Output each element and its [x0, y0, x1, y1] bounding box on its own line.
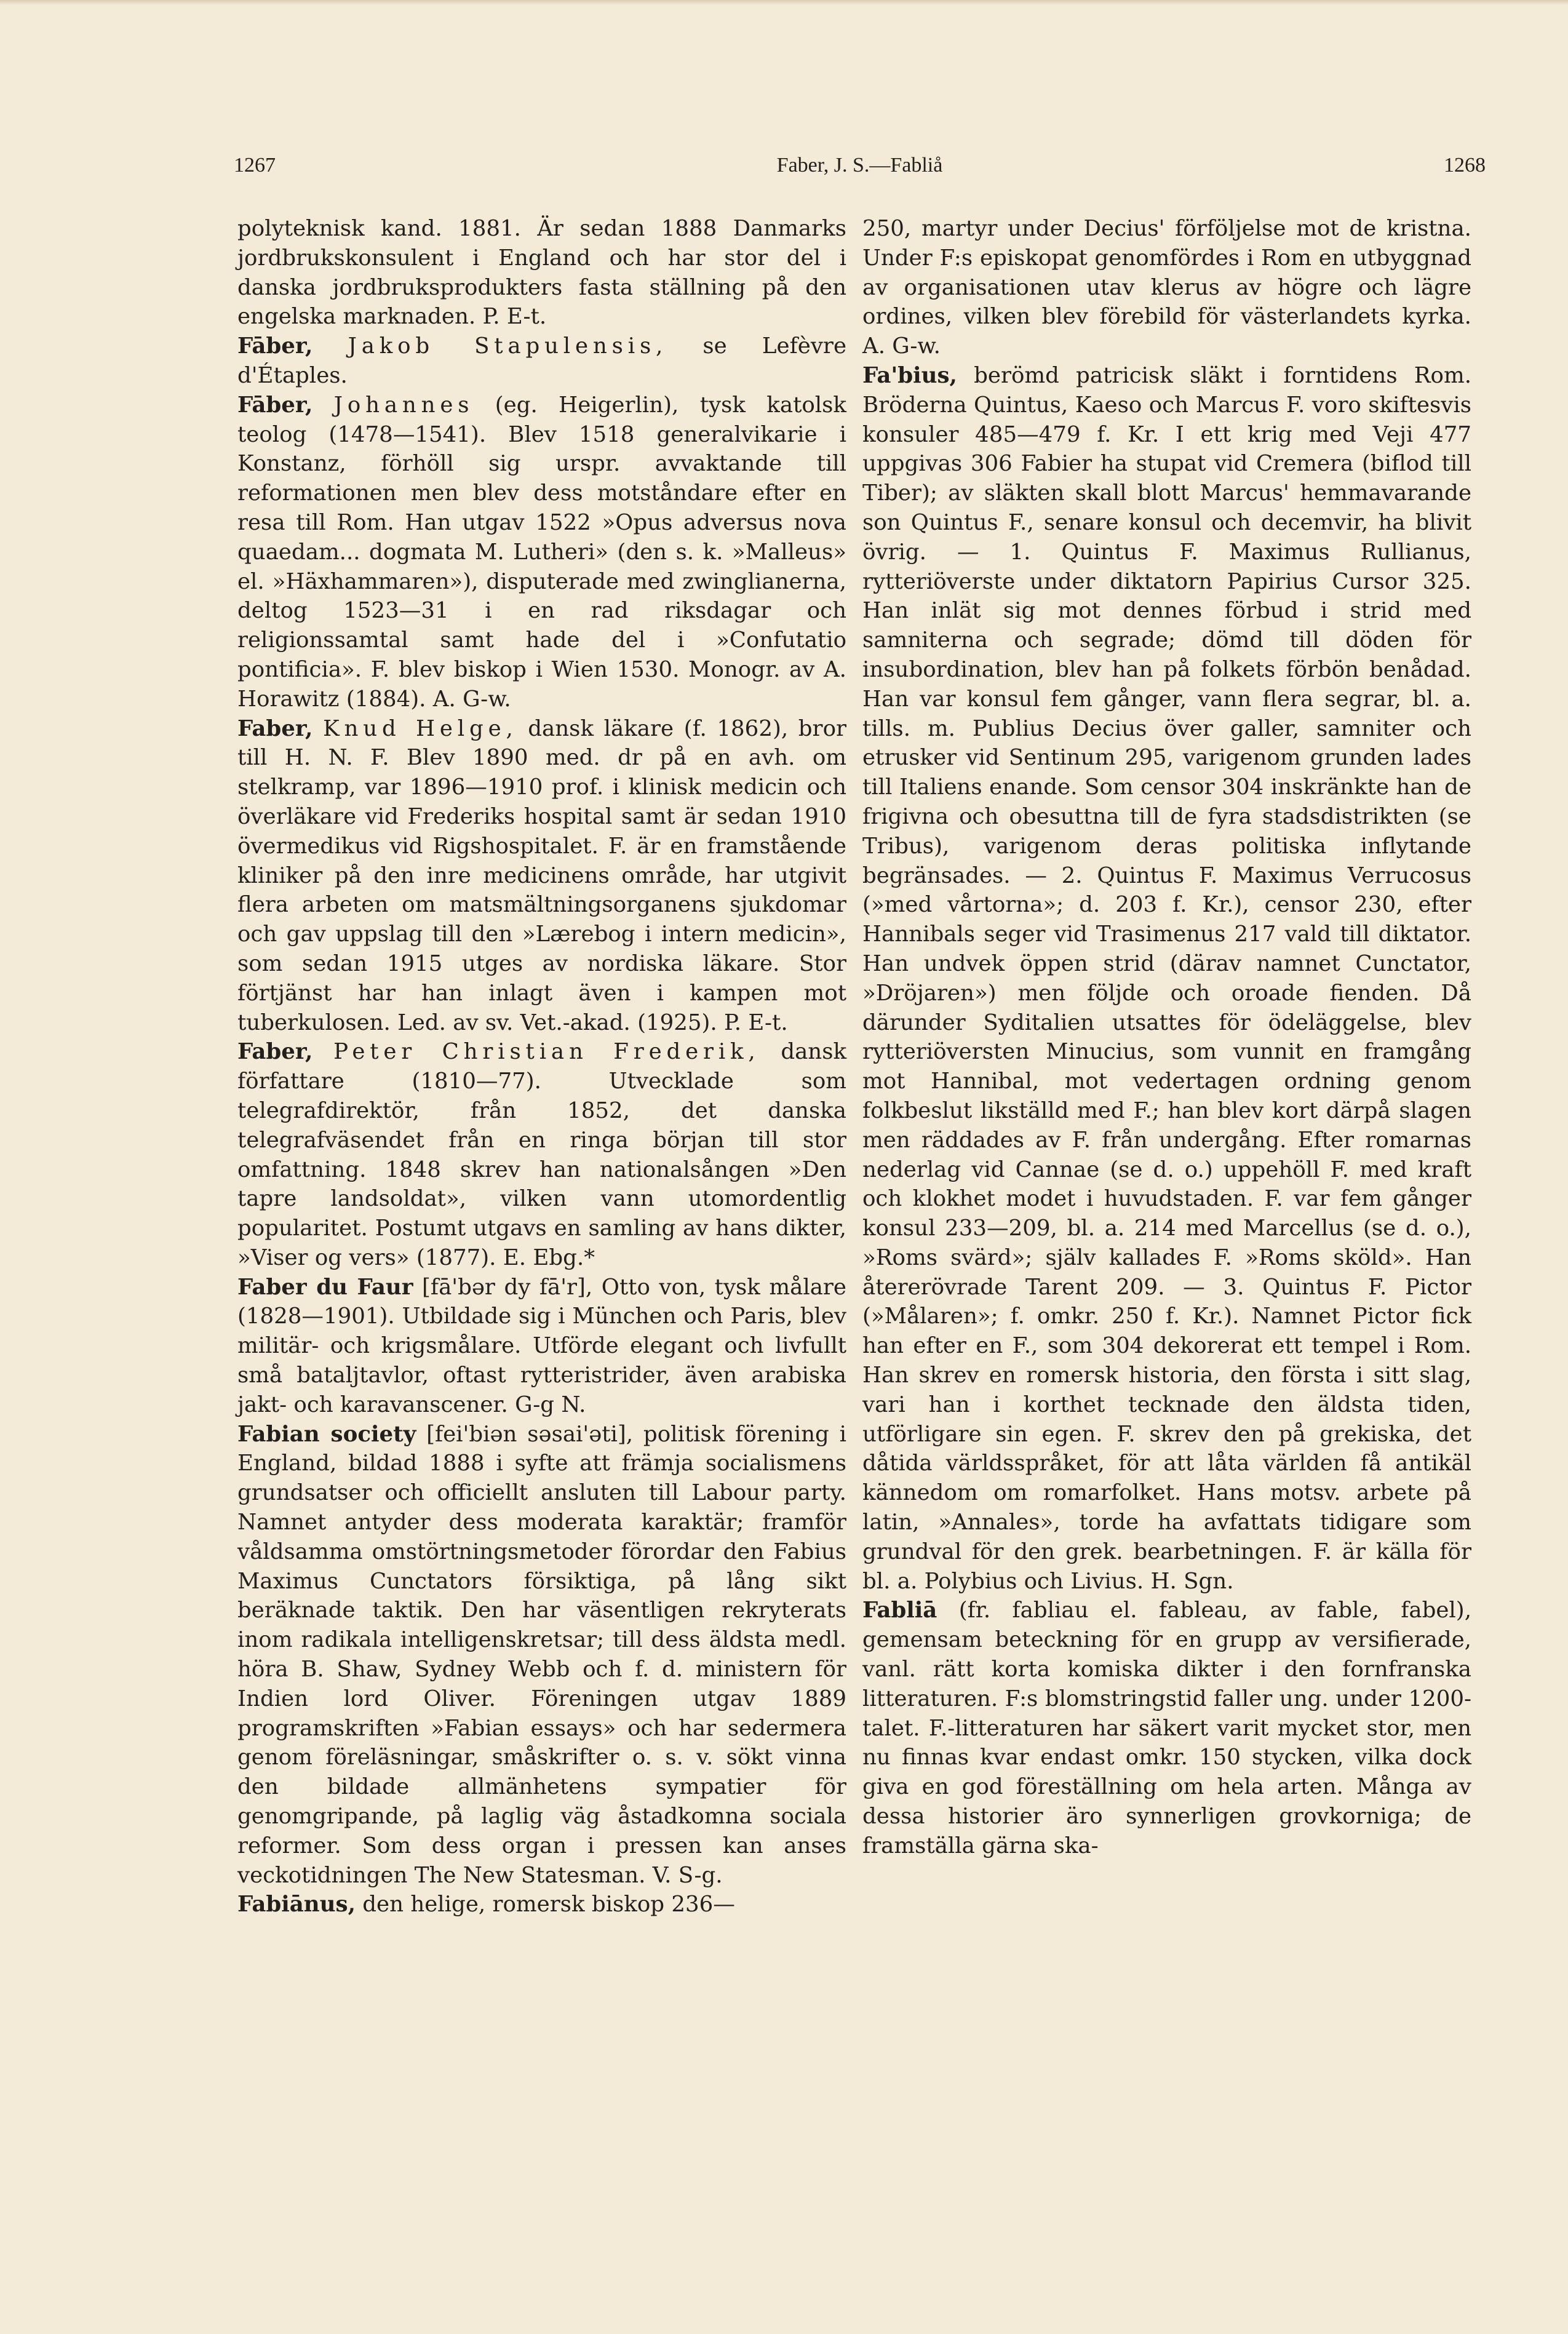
page-number-right: 1268 [1444, 154, 1486, 177]
dictionary-entry [237, 1890, 846, 1919]
left-column [237, 214, 846, 1919]
entry-spaced-name: Johannes [333, 392, 474, 418]
entry-headword: Faber, [237, 715, 313, 741]
entry-text: [fā'bər dy fā'r], Otto von, tysk målare (1828—1901). Utbildade sig i München och Paris, blev militär- och krigsmålare. Utförde elegant och livfullt små bataljtavlor, oftast rytteristrider, även arabiska jakt- och karavanscener. [237, 1274, 846, 1417]
dictionary-entry [237, 214, 846, 332]
entry-text: berömd patricisk släkt i forntidens Rom. Bröderna Quintus, Kaeso och Marcus F. voro skiftesvis konsuler 485—479 f. Kr. I ett krig med Veji 477 uppgivas 306 Fabier ha stupat vid Cremera (biflod till Tiber); av släkten skall blott Marcus' hemmavarande son Quintus F., senare konsul och decemvir, ha blivit övrig. — 1. Quintus F. Maximus Rullianus, rytteriöverste under diktatorn Papirius Cursor 325. Han inlät sig mot dennes förbud i strid med samniterna och segrade; dömd till döden för insubordination, blev han på folkets förbön benådad. Han var konsul fem gånger, vann flera segrar, bl. a. tills. m. Publius Decius över galler, samniter och etrusker vid Sentinum 295, varigenom grunden lades till Italiens enande. Som censor 304 inskränkte han de frigivna och obesuttna till de fyra stadsdistrikten (se Tribus), varigenom deras politiska inflytande begränsades. — 2. Quintus F. Maximus Verrucosus (»med vårtorna»; d. 203 f. Kr.), censor 230, efter Hannibals seger vid Trasimenus 217 vald till diktator. Han undvek öppen strid (därav namnet Cunctator, »Dröjaren») men följde och oroade fienden. Då därunder Syditalien utsattes för ödeläggelse, blev rytteriöversten Minucius, som vunnit en framgång mot Hannibal, mot vedertagen ordning genom folkbeslut likställd med F.; han blev kort därpå slagen men räddades av F. från undergång. Efter romarnas nederlag vid Cannae (se d. o.) uppehöll F. med kraft och klokhet modet i huvudstaden. F. var fem gånger konsul 233—209, bl. a. 214 med Marcellus (se d. o.), »Roms svärd»; själv kallades F. »Roms sköld». Han återerövrade Tarent 209. — 3. Quintus F. Pictor (»Målaren»; f. omkr. 250 f. Kr.). Namnet Pictor fick han efter en F., som 304 dekorerat ett tempel i Rom. Han skrev en romersk historia, den första i sitt slag, vari han i korthet tecknade den äldsta tiden, utförligare sin egen. F. skrev den på grekiska, det dåtida världsspråket, för att låta världen få antikäl kännedom om romarfolket. Hans motsv. arbete på latin, »Annales», torde ha avfattats tidigare som grundval för den grek. bearbetningen. F. är källa för bl. a. Polybius och Livius. [862, 362, 1471, 1594]
entry-signature: P. E-t. [724, 1010, 788, 1035]
page-number-left: 1267 [234, 154, 276, 177]
dictionary-entry [862, 361, 1471, 1596]
running-title: Faber, J. S.—Fabliå [776, 154, 943, 177]
entry-signature: V. S-g. [652, 1862, 723, 1888]
running-header [234, 154, 1486, 191]
dictionary-entry [237, 1037, 846, 1272]
entry-headword: Fabliā [862, 1598, 937, 1623]
entry-signature: A. G-w. [862, 333, 941, 359]
entry-headword: Fa'bius, [862, 362, 957, 388]
entry-text: dansk författare (1810—77). Utvecklade som telegrafdirektör, från 1852, det danska telegrafväsendet från en ringa början till stor omfattning. 1848 skrev han nationalsången »Den tapre landsoldat», vilken vann utomordentlig popularitet. Postumt utgavs en samling av hans dikter, »Viser og vers» (1877). [237, 1039, 847, 1270]
entry-signature: A. G-w. [432, 686, 511, 712]
entry-text: (eg. Heigerlin), tysk katolsk teolog (1478—1541). Blev 1518 generalvikarie i Konstanz, förhöll sig urspr. avvaktande till reformationen men blev dess motståndare efter en resa till Rom. Han utgav 1522 »Opus adversus nova quaedam... dogmata M. Lutheri» (den s. k. »Malleus» el. »Häxhammaren»), disputerade med zwinglianerna, deltog 1523—31 i en rad riksdagar och religionssamtal samt hade del i »Confutatio pontificia». F. blev biskop i Wien 1530. Monogr. av A. Horawitz (1884). [237, 392, 846, 712]
entry-signature: P. E-t. [482, 304, 547, 330]
entry-spaced-name: Peter Christian Frederik, [333, 1039, 760, 1065]
entry-text: polyteknisk kand. 1881. Är sedan 1888 Danmarks jordbrukskonsulent i England och har stor del i danska jordbruksprodukters fasta ställning på den engelska marknaden. [237, 216, 846, 330]
entry-headword: Fabiānus, [237, 1892, 356, 1918]
entry-text: se Lefèvre d'Étaples. [237, 333, 846, 388]
dictionary-entry [237, 1273, 846, 1420]
entry-text: (fr. fabliau el. fableau, av fable, fabel), gemensam beteckning för en grupp av versifierade, vanl. rätt korta komiska dikter i den fornfranska litteraturen. F:s blomstringstid faller ung. under 1200-talet. F.-litteraturen har säkert varit mycket stor, men nu finnas kvar endast omkr. 150 stycken, vilka dock giva en god föreställning om hela arten. Många av dessa historier äro synnerligen grovkorniga; de framställa gärna ska- [862, 1598, 1472, 1858]
entry-spaced-name: Jakob Stapulensis, [348, 333, 668, 359]
entry-text: dansk läkare (f. 1862), bror till H. N. F. Blev 1890 med. dr på en avh. om stelkramp, var 1896—1910 prof. i klinisk medicin och överläkare vid Frederiks hospital samt är sedan 1910 övermedikus vid Rigshospitalet. F. är en framstående kliniker på den inre medicinens område, har utgivit flera arbeten om matsmältningsorganens sjukdomar och gav uppslag till den »Lærebog i intern medicin», som sedan 1915 utges av nordiska läkare. Stor förtjänst har han inlagt även i kampen mot tuberkulosen. Led. av sv. Vet.-akad. (1925). [237, 715, 846, 1035]
entry-headword: Faber, [237, 1039, 313, 1065]
page-edge [0, 0, 1568, 5]
entry-headword: Fāber, [237, 333, 313, 359]
dictionary-entry [237, 714, 846, 1038]
right-column [862, 214, 1471, 1861]
entry-signature: G-g N. [515, 1392, 586, 1417]
dictionary-entry [862, 1596, 1471, 1860]
dictionary-entry [237, 391, 846, 714]
dictionary-entry [237, 332, 846, 391]
entry-headword: Fāber, [237, 392, 313, 418]
entry-text: den helige, romersk biskop 236— [362, 1892, 735, 1918]
entry-headword: Faber du Faur [237, 1274, 413, 1300]
dictionary-entry [237, 1420, 846, 1890]
entry-signature: E. Ebg.* [503, 1245, 595, 1270]
entry-spaced-name: Knud Helge, [323, 715, 518, 741]
entry-text: 250, martyr under Decius' förföljelse mot de kristna. Under F:s episkopat genomfördes i Rom en utbyggnad av organisationen utav klerus av högre och lägre ordines, vilken blev förebild för västerlandets kyrka. [862, 216, 1471, 330]
entry-signature: H. Sgn. [1150, 1568, 1234, 1594]
entry-text: [fei'biən səsai'əti], politisk förening i England, bildad 1888 i syfte att främja socialismens grundsatser och officiellt ansluten till Labour party. Namnet antyder dess moderata karaktär; framför våldsamma omstörtningsmetoder förordar den Fabius Maximus Cunctators försiktiga, på lång sikt beräknade taktik. Den har väsentligen rekryterats inom radikala intelligenskretsar; till dess äldsta medl. höra B. Shaw, Sydney Webb och f. d. ministern för Indien lord Oliver. Föreningen utgav 1889 programskriften »Fabian essays» och har sedermera genom föreläsningar, småskrifter o. s. v. sökt vinna den bildade allmänhetens sympatier för genomgripande, på laglig väg åstadkomna sociala reformer. Som dess organ i pressen kan anses veckotidningen The New Statesman. [237, 1421, 846, 1888]
dictionary-entry [862, 214, 1471, 361]
entry-headword: Fabian society [237, 1421, 416, 1447]
